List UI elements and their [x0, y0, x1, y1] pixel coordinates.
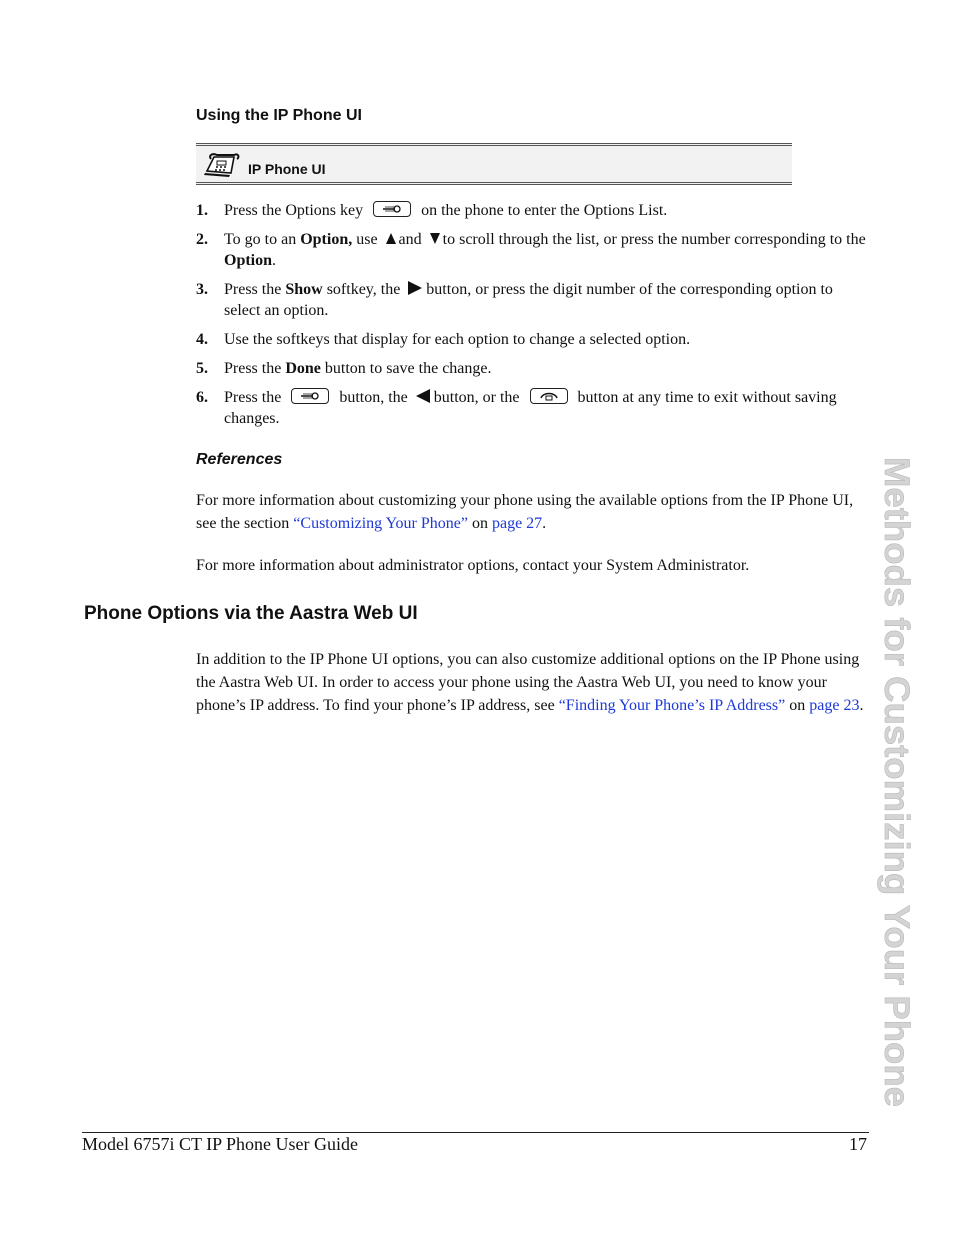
section-heading: Using the IP Phone UI [196, 107, 362, 124]
goodbye-key-icon [530, 388, 568, 404]
references-paragraph-1 [196, 489, 868, 535]
up-arrow-icon [386, 233, 396, 244]
step-text: and [398, 231, 422, 248]
side-chapter-title-text: Methods for Customizing Your Phone [877, 457, 916, 1080]
footer-rule [82, 1132, 869, 1133]
list-item [196, 229, 868, 271]
finding-ip-link[interactable]: “Finding Your Phone’s IP Address” [558, 697, 786, 714]
web-ui-paragraph [196, 648, 868, 717]
show-term: Show [285, 281, 323, 298]
paragraph-text: In addition to the IP Phone UI options, you can also customize additional options on the IP Phone using the Aastra Web UI. In order to access your phone using the Aastra Web UI, you need to know your phone’s IP address. To find your phone’s IP address, see [196, 651, 860, 714]
paragraph-text: on [467, 515, 492, 532]
step-text: to scroll through the list, or press the number corresponding to the [442, 231, 866, 248]
footer-title: Model 6757i CT IP Phone User Guide [82, 1134, 358, 1154]
left-arrow-icon [416, 389, 430, 403]
paragraph-text: . [542, 515, 547, 532]
customizing-link[interactable]: “Customizing Your Phone” [293, 515, 468, 532]
options-key-icon [291, 388, 329, 404]
step-number: 5. [196, 360, 208, 377]
step-text: button at any time to exit without saving changes. [224, 389, 837, 427]
references-paragraph-2: For more information about administrator options, contact your System Administrator. [196, 557, 750, 574]
step-text: softkey, the [322, 281, 401, 298]
step-text: button to save the change. [320, 360, 492, 377]
step-number: 6. [196, 389, 208, 406]
down-arrow-icon [430, 233, 440, 244]
step-text: button, or press the digit number of the corresponding option to select an option. [224, 281, 833, 319]
list-item [196, 387, 868, 429]
list-item [196, 358, 868, 379]
banner-title: IP Phone UI [248, 161, 326, 177]
list-item [196, 329, 868, 350]
step-text: use [352, 231, 378, 248]
done-term: Done [285, 360, 321, 377]
ip-phone-ui-banner [196, 143, 792, 185]
step-number: 1. [196, 202, 208, 219]
page-27-link[interactable]: page 27 [491, 515, 543, 532]
list-item [196, 279, 868, 321]
step-text: To go to an [224, 231, 301, 248]
page-23-link[interactable]: page 23 [809, 697, 860, 714]
step-text: Press the Options key [224, 202, 364, 219]
option-term: Option, [300, 231, 353, 248]
side-chapter-title [845, 455, 954, 1115]
step-number: 3. [196, 281, 208, 298]
step-text: Press the [224, 360, 286, 377]
step-text: button, the [339, 389, 408, 406]
phone-icon [204, 153, 240, 184]
step-number: 4. [196, 331, 208, 348]
step-text: Use the softkeys that display for each option to change a selected option. [224, 331, 691, 348]
step-text: on the phone to enter the Options List. [421, 202, 668, 219]
list-item [196, 200, 868, 221]
steps-list [196, 200, 868, 437]
paragraph-text: For more information about customizing your phone using the available options from the IP Phone UI, see the section [196, 492, 854, 532]
references-heading: References [196, 451, 283, 468]
right-arrow-icon [408, 281, 422, 295]
step-text: Press the [224, 389, 282, 406]
paragraph-text: on [785, 697, 810, 714]
step-text: Press the [224, 281, 286, 298]
page-number: 17 [849, 1134, 867, 1154]
step-text: . [272, 252, 277, 269]
option-term: Option [224, 252, 273, 269]
step-number: 2. [196, 231, 208, 248]
paragraph-text: . [859, 697, 864, 714]
web-ui-heading: Phone Options via the Aastra Web UI [84, 603, 418, 624]
options-key-icon [373, 201, 411, 217]
step-text: button, or the [433, 389, 520, 406]
